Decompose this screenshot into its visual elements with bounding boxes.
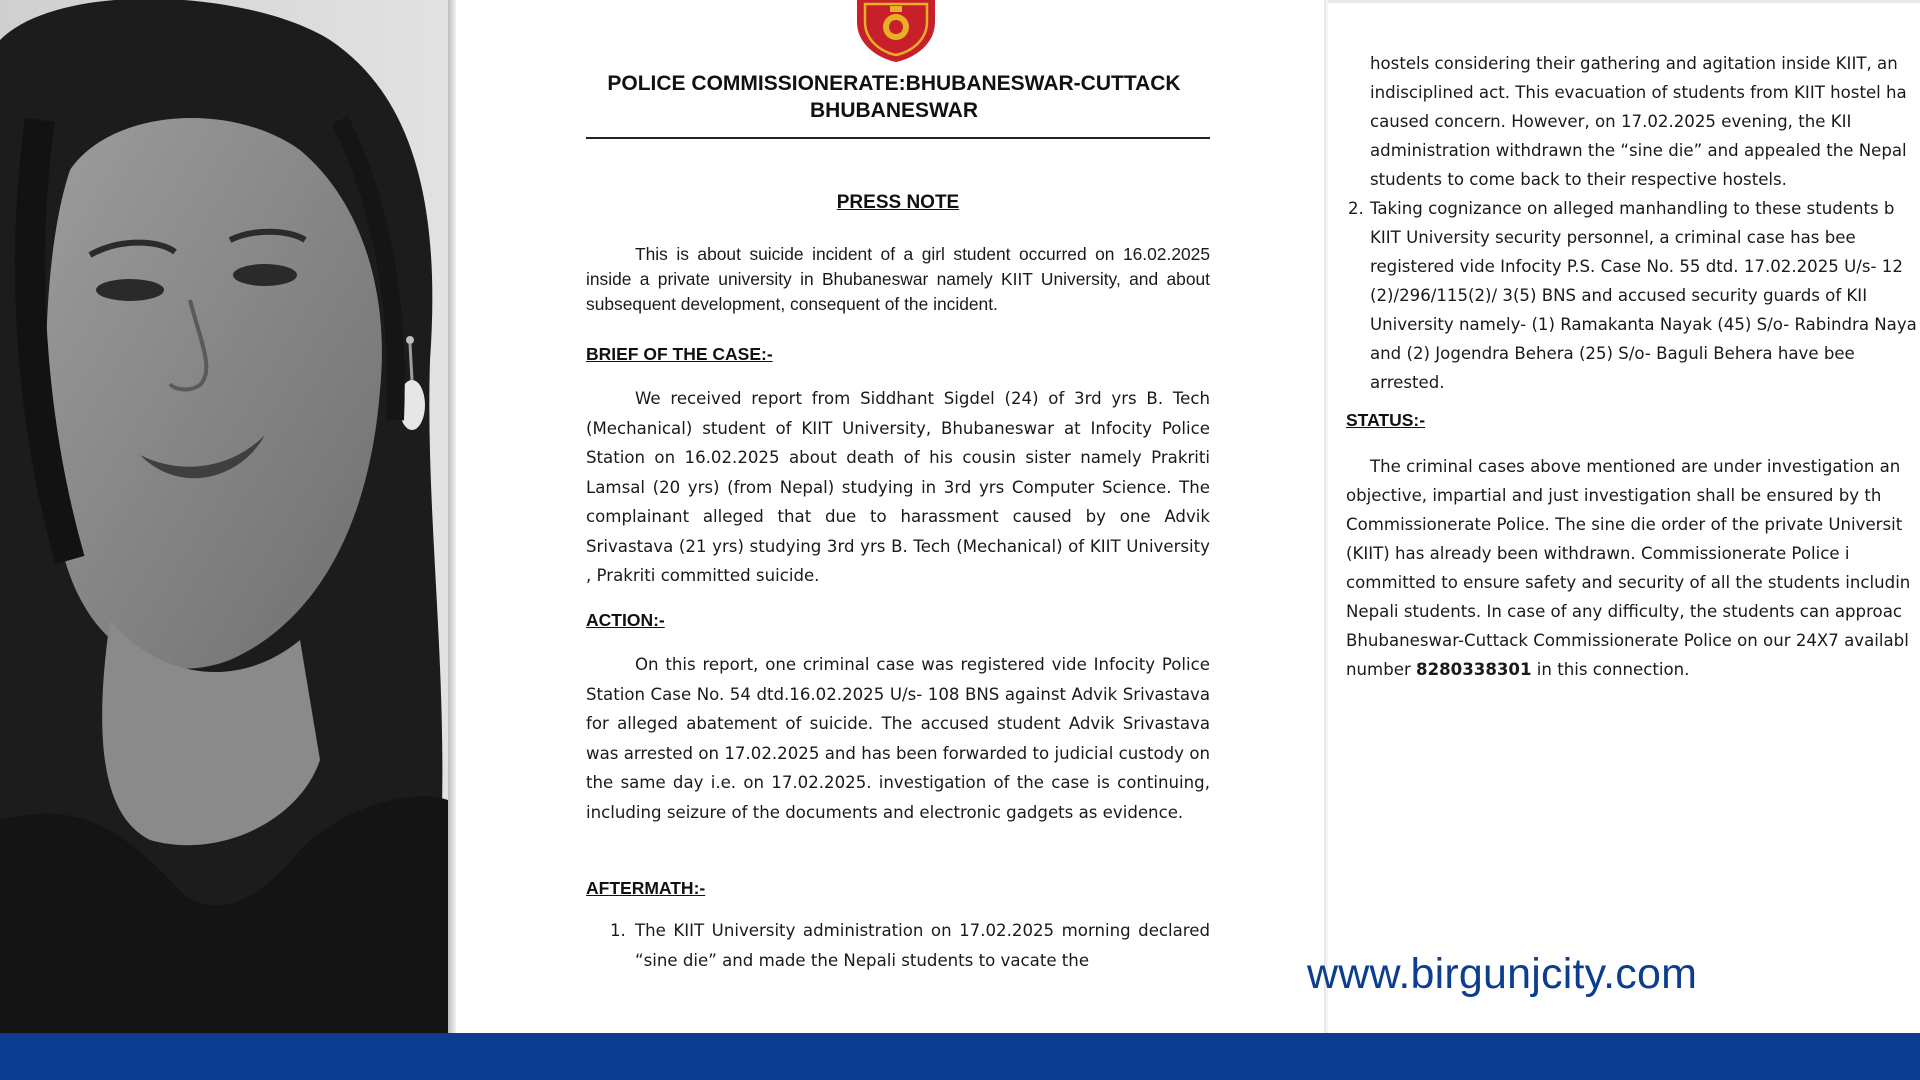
website-watermark: www.birgunjcity.com — [1307, 950, 1698, 998]
item2-line: and (2) Jogendra Behera (25) S/o- Baguli Behera have bee — [1370, 344, 1855, 363]
item2-line: arrested. — [1370, 373, 1445, 392]
status-heading: STATUS:- — [1346, 410, 1426, 430]
continued-line: caused concern. However, on 17.02.2025 evening, the KII — [1370, 112, 1852, 131]
item2-line: University namely- (1) Ramakanta Nayak (45) S/o- Rabindra Naya — [1370, 315, 1917, 334]
office-title — [576, 70, 1212, 124]
office-title-line-1: POLICE COMMISSIONERATE:BHUBANESWAR-CUTTACK — [607, 72, 1181, 95]
status-line: Commissionerate Police. The sine die order of the private Universit — [1346, 515, 1903, 534]
helpline-number: 8280338301 — [1416, 660, 1532, 679]
aftermath-list — [586, 916, 1210, 975]
intro-text: This is about suicide incident of a girl student occurred on 16.02.2025 inside a private university in Bhubaneswar namely KIIT University, and about subsequent development, consequent of the incident. — [586, 244, 1210, 314]
header-rule — [586, 137, 1210, 139]
action-text: On this report, one criminal case was registered vide Infocity Police Station Case No. 54 dtd.16.02.2025 U/s- 108 BNS against Advik Srivastava for alleged abatement of suicide. The accused student Advik Srivastava was arrested on 17.02.2025 and has been forwarded to judicial custody on the same day i.e. on 17.02.2025. investigation of the case is continuing, including seizure of the documents and electronic gadgets as evidence. — [586, 655, 1210, 822]
continued-line: administration withdrawn the “sine die” and appealed the Nepal — [1370, 141, 1907, 160]
action-heading: ACTION:- — [586, 610, 665, 630]
aftermath-item-1 — [586, 916, 1210, 975]
status-last-line — [1346, 655, 1910, 684]
photo-divider — [448, 0, 456, 1033]
item2-line: Taking cognizance on alleged manhandling to these students b — [1370, 199, 1895, 218]
item2-line: (2)/296/115(2)/ 3(5) BNS and accused security guards of KII — [1370, 286, 1868, 305]
press-note-page-1 — [456, 0, 1324, 1033]
aftermath-item-2 — [1328, 194, 1920, 397]
status-last-suffix: in this connection. — [1531, 660, 1690, 679]
status-line: objective, impartial and just investigation shall be ensured by th — [1346, 486, 1882, 505]
brief-paragraph — [586, 384, 1210, 591]
aftermath-item-2-number: 2. — [1348, 199, 1364, 218]
portrait-illustration — [0, 0, 448, 1033]
item2-line: KIIT University security personnel, a criminal case has bee — [1370, 228, 1856, 247]
item2-line: registered vide Infocity P.S. Case No. 55 dtd. 17.02.2025 U/s- 12 — [1370, 257, 1903, 276]
status-line: (KIIT) has already been withdrawn. Commissionerate Police i — [1346, 544, 1850, 563]
portrait-photo — [0, 0, 448, 1033]
brief-text: We received report from Siddhant Sigdel (24) of 3rd yrs B. Tech (Mechanical) student of KIIT University, Bhubaneswar at Infocity Police Station on 16.02.2025 about death of his cousin sister namely Prakriti Lamsal (20 yrs) (from Nepal) studying in 3rd yrs Computer Science. The complainant alleged that due to harassment caused by one Advik Srivastava (21 yrs) studying 3rd yrs B. Tech (Mechanical) of KIIT University , Prakriti committed suicide. — [586, 389, 1210, 585]
status-paragraph — [1346, 452, 1910, 684]
continued-line: indisciplined act. This evacuation of students from KIIT hostel ha — [1370, 83, 1907, 102]
press-note-page-2 — [1328, 0, 1920, 1036]
aftermath-item-2-body — [1328, 194, 1920, 397]
footer-bar — [0, 1033, 1920, 1080]
press-note-title: PRESS NOTE — [836, 192, 960, 213]
status-line: committed to ensure safety and security of all the students includin — [1346, 573, 1911, 592]
aftermath-item-1-continued — [1370, 49, 1907, 194]
status-line: The criminal cases above mentioned are under investigation an — [1370, 457, 1901, 476]
aftermath-item-number: 1. — [610, 921, 626, 940]
status-line: Nepali students. In case of any difficulty, the students can approac — [1346, 602, 1902, 621]
intro-paragraph — [586, 242, 1210, 317]
office-title-line-2: BHUBANESWAR — [810, 99, 978, 122]
status-last-prefix: number — [1346, 660, 1417, 679]
continued-line: students to come back to their respective hostels. — [1370, 170, 1787, 189]
status-line: Bhubaneswar-Cuttack Commissionerate Police on our 24X7 availabl — [1346, 631, 1909, 650]
aftermath-heading: AFTERMATH:- — [586, 878, 706, 898]
police-emblem-icon — [853, 0, 939, 62]
continued-line: hostels considering their gathering and agitation inside KIIT, an — [1370, 54, 1898, 73]
brief-heading: BRIEF OF THE CASE:- — [586, 344, 773, 364]
aftermath-item-text: The KIIT University administration on 17.02.2025 morning declared “sine die” and made the Nepali students to vacate the — [635, 921, 1210, 970]
action-paragraph — [586, 650, 1210, 827]
